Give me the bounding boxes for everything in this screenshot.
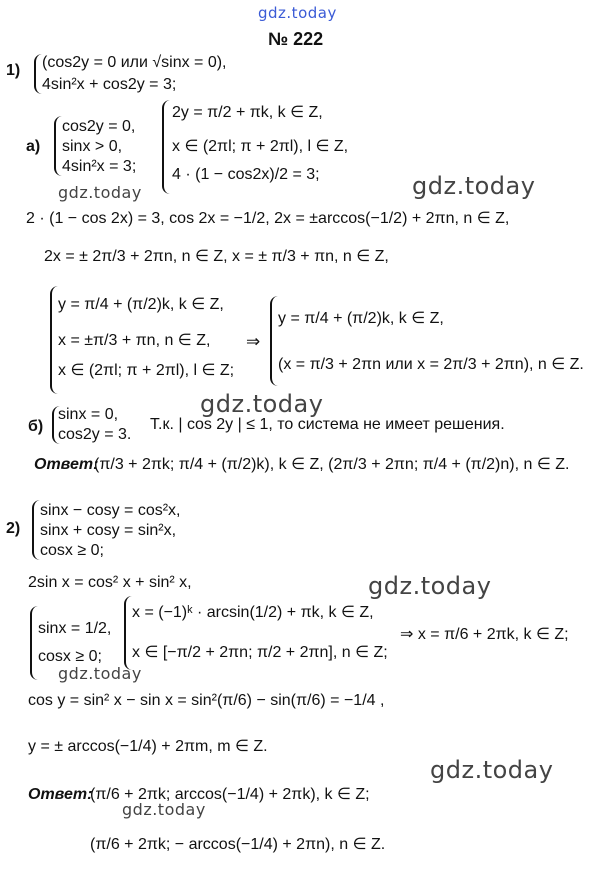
watermark-top: gdz.today — [258, 4, 337, 22]
watermark: gdz.today — [430, 756, 554, 784]
system-brace — [32, 500, 40, 560]
answer-label: Ответ: — [34, 456, 99, 473]
system-brace — [50, 286, 58, 394]
system-brace — [54, 116, 62, 176]
system-line: y = π/4 + (π/2)k, k ∈ Z, — [278, 310, 444, 327]
solution-line: 2 · (1 − cos 2x) = 3, cos 2x = −1/2, 2x = ±arccos(−1/2) + 2πn, n ∈ Z, — [26, 210, 510, 227]
system-line: x = (−1)ᵏ · arcsin(1/2) + πk, k ∈ Z, — [132, 604, 374, 621]
answer-text: (π/3 + 2πk; π/4 + (π/2)k), k ∈ Z, (2π/3 + 2πn; π/4 + (π/2)n), n ∈ Z. — [94, 456, 570, 473]
case-b-note: Т.к. | cos 2y | ≤ 1, то система не имеет решения. — [150, 416, 505, 433]
system-line: sinx = 1/2, — [38, 620, 112, 637]
part-1-number: 1) — [6, 62, 21, 79]
system-line: sinx + cosy = sin²x, — [40, 522, 177, 539]
solution-line: 2x = ± 2π/3 + 2πn, n ∈ Z, x = ± π/3 + πn, n ∈ Z, — [44, 248, 389, 265]
implies-arrow: ⇒ — [246, 332, 261, 351]
watermark: gdz.today — [122, 800, 206, 819]
system-line: x ∈ [−π/2 + 2πn; π/2 + 2πn], n ∈ Z; — [132, 644, 388, 661]
part-2-number: 2) — [6, 520, 21, 537]
solution-line: y = ± arccos(−1/4) + 2πm, m ∈ Z. — [28, 738, 268, 755]
watermark: gdz.today — [200, 390, 324, 418]
implies-result: ⇒ x = π/6 + 2πk, k ∈ Z; — [400, 626, 569, 643]
system-brace — [162, 100, 170, 194]
system-brace — [270, 296, 278, 386]
system-line: y = π/4 + (π/2)k, k ∈ Z, — [58, 296, 224, 313]
watermark: gdz.today — [58, 183, 142, 202]
system-line: x ∈ (2πl; π + 2πl), l ∈ Z, — [172, 138, 349, 155]
system-brace — [30, 606, 38, 680]
system-line: sinx − cosy = cos²x, — [40, 502, 181, 519]
watermark: gdz.today — [412, 172, 536, 200]
system-line: cosx ≥ 0; — [40, 542, 104, 559]
system-line: cosx ≥ 0; — [38, 648, 102, 665]
system-line: (x = π/3 + 2πn или x = 2π/3 + 2πn), n ∈ Z. — [278, 356, 584, 373]
solution-line: 2sin x = cos² x + sin² x, — [28, 574, 192, 591]
system-line: sinx > 0, — [62, 138, 123, 155]
case-a-label: а) — [26, 138, 41, 155]
watermark: gdz.today — [58, 664, 142, 683]
system-line: (cos2y = 0 или √sinx = 0), — [42, 54, 227, 71]
system-line: cos2y = 0, — [62, 118, 136, 135]
system-line: 4 · (1 − cos2x)/2 = 3; — [172, 166, 320, 183]
system-line: sinx = 0, — [58, 406, 119, 423]
system-line: 2y = π/2 + πk, k ∈ Z, — [172, 104, 323, 121]
system-brace — [124, 596, 132, 670]
solution-line: cos y = sin² x − sin x = sin²(π/6) − sin(π/6) = −1/4 , — [28, 692, 385, 709]
system-line: x = ±π/3 + πn, n ∈ Z, — [58, 332, 211, 349]
case-b-label: б) — [28, 418, 44, 435]
system-line: 4sin²x = 3; — [62, 158, 137, 175]
answer-text: (π/6 + 2πk; arccos(−1/4) + 2πk), k ∈ Z; — [90, 786, 370, 803]
system-line: cos2y = 3. — [58, 426, 132, 443]
problem-title: № 222 — [268, 29, 324, 49]
system-line: 4sin²x + cos2y = 3; — [42, 76, 177, 93]
system-brace — [34, 54, 42, 94]
answer-text: (π/6 + 2πk; − arccos(−1/4) + 2πn), n ∈ Z. — [90, 836, 386, 853]
answer-label: Ответ: — [28, 786, 93, 803]
watermark: gdz.today — [368, 572, 492, 600]
system-line: x ∈ (2πl; π + 2πl), l ∈ Z; — [58, 362, 235, 379]
